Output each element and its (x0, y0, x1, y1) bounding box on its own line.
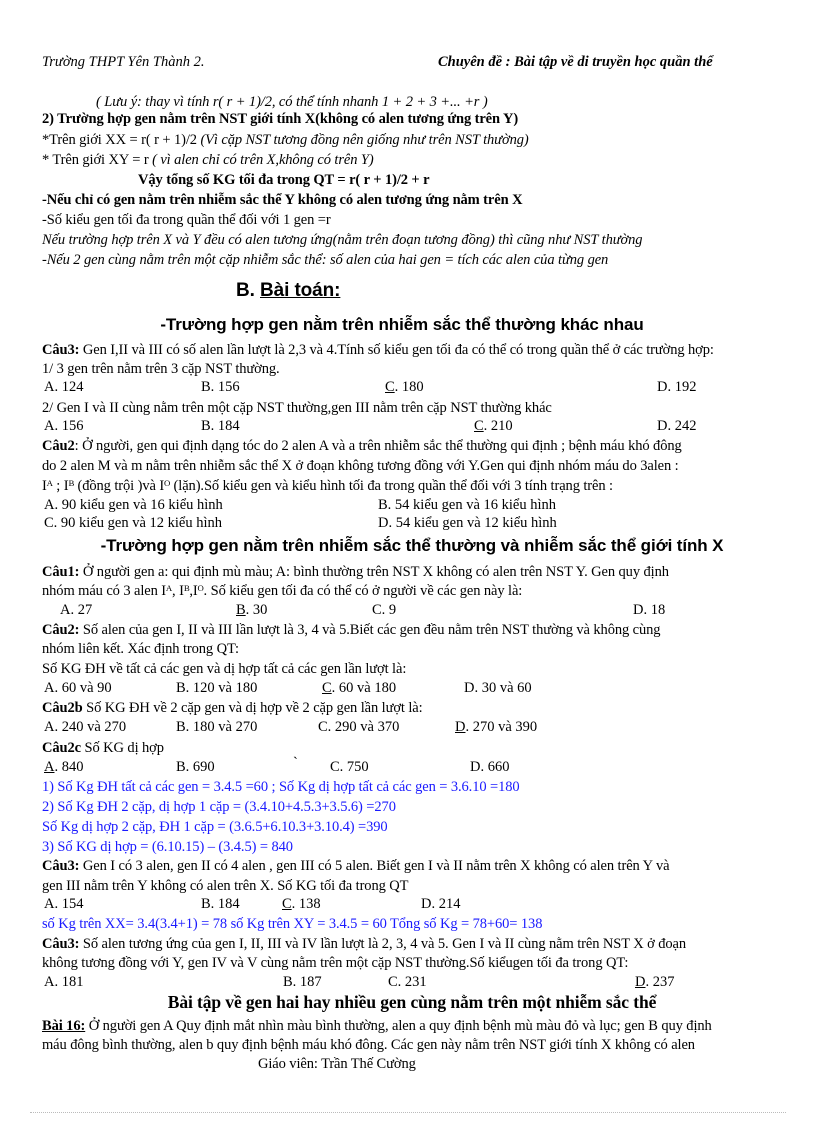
p1-q2-opt-b: B. 54 kiểu gen và 16 kiểu hình (378, 497, 557, 513)
p1-q2-line3: Iᴬ ; Iᴮ (đồng trội )và Iᴼ (lặn).Số kiểu gen và kiểu hình tối đa trong quần thể đối với 3 tính trạng trên : (42, 478, 613, 494)
p1-q3-opt2-c: C. 210 (474, 418, 513, 434)
p1-q2-label: Câu2 (42, 438, 75, 454)
p1-q3-opt2-a: A. 156 (44, 418, 84, 434)
p2-c2-opt-c: C. 60 và 180 (322, 680, 397, 696)
xy-note: ( vì alen chỉ có trên X,không có trên Y) (152, 152, 374, 168)
p2-c2c-opt-c: C. 750 (330, 759, 369, 775)
p2-c3b-label: Câu3: (42, 936, 80, 952)
p2-c3-solution: số Kg trên XX= 3.4(3.4+1) = 78 số Kg trên XY = 3.4.5 = 60 Tổng số Kg = 78+60= 138 (42, 916, 543, 932)
p1-q3-opt1-d: D. 192 (657, 379, 697, 395)
p2-c3-text: Gen I có 3 alen, gen II có 4 alen , gen III có 5 alen. Biết gen I và II nằm trên X không có alen trên Y và (79, 858, 670, 874)
p1-q2-opt-d: D. 54 kiểu gen và 12 kiểu hình (378, 515, 557, 531)
p3-b16-line1 (42, 1017, 782, 1035)
part1-title: -Trường hợp gen nằm trên nhiễm sắc thể thường khác nhau (160, 315, 644, 334)
header-school: Trường THPT Yên Thành 2. (42, 54, 205, 70)
p2-c2b-opt-d: D. 270 và 390 (455, 719, 538, 735)
p2-c3-label: Câu3: (42, 858, 80, 874)
p2-c1-label: Câu1: (42, 564, 80, 580)
p2-c2c-line (42, 739, 782, 757)
p1-q3-sub2: 2/ Gen I và II cùng nằm trên một cặp NST thường,gen III nằm trên cặp NST thường khác (42, 400, 552, 416)
x-and-y-line: Nếu trường hợp trên X và Y đều có alen tương ứng(nằm trên đoạn tương đồng) thì cũng như NST thường (42, 232, 643, 248)
p2-c2c-opt-a: A. 840 (44, 759, 84, 775)
header-topic: Chuyên đề : Bài tập về di truyền học quần thể (438, 54, 713, 70)
total-formula: Vậy tổng số KG tối đa trong QT = r( r + 1)/2 + r (138, 172, 430, 188)
p2-solution-1: 1) Số Kg ĐH tất cả các gen = 3.4.5 =60 ; Số Kg dị hợp tất cả các gen = 3.6.10 =180 (42, 779, 520, 795)
p2-c3b-opt-a: A. 181 (44, 974, 84, 990)
p2-c3-opt-c: C. 138 (282, 896, 321, 912)
p2-c3b-line1 (42, 935, 782, 953)
p2-c3b-opt-d: D. 237 (635, 974, 675, 990)
case2-title: 2) Trường hợp gen nằm trên NST giới tính X(không có alen tương ứng trên Y) (42, 111, 519, 127)
p3-b16-text: Ở người gen A Quy định mắt nhìn màu bình thường, alen a quy định bệnh mù màu đỏ và lục; gen B quy định (85, 1018, 712, 1034)
p2-solution-2: 2) Số Kg ĐH 2 cặp, dị hợp 1 cặp = (3.4.10+4.5.3+3.5.6) =270 (42, 799, 396, 815)
p1-q3-opt2-d: D. 242 (657, 418, 697, 434)
p2-c2c-label: Câu2c (42, 740, 81, 756)
p2-c3-line2: gen III nằm trên Y không có alen trên X. Số KG tối đa trong QT (42, 878, 409, 894)
p1-q3-opt1-c: C. 180 (385, 379, 424, 395)
p2-c3b-text: Số alen tương ứng của gen I, II, III và IV lần lượt là 2, 3, 4 và 5. Gen I và II cùng nằm trên NST X ở đoạn (79, 936, 687, 952)
p1-q3-opt2-b: B. 184 (201, 418, 240, 434)
section-b-heading (236, 282, 636, 300)
p2-c1-opt-a: A. 27 (60, 602, 93, 618)
p2-c2b-opt-c: C. 290 và 370 (318, 719, 400, 735)
p2-c3-opt-b: B. 184 (201, 896, 240, 912)
p2-c2-line3: Số KG ĐH về tất cả các gen và dị hợp tất cả các gen lần lượt là: (42, 661, 407, 677)
p2-c2-opt-b: B. 120 và 180 (176, 680, 258, 696)
p1-q2-opt-a: A. 90 kiểu gen và 16 kiểu hình (44, 497, 223, 513)
p1-q2-text: : Ở người, gen qui định dạng tóc do 2 alen A và a trên nhiễm sắc thể thường qui định ; bệnh máu khó đông (74, 438, 682, 454)
p3-b16-label: Bài 16: (42, 1018, 86, 1034)
p2-c3b-line2: không tương đồng với Y, gen IV và V cùng nằm trên một cặp NST thường.Số kiểugen tối đa trong QT: (42, 955, 629, 971)
xy-formula: * Trên giới XY = r (42, 152, 153, 168)
xx-line (42, 131, 782, 149)
p2-c1-opt-c: C. 9 (372, 602, 397, 618)
note-line: ( Lưu ý: thay vì tính r( r + 1)/2, có thể tính nhanh 1 + 2 + 3 +... +r ) (96, 94, 488, 110)
xy-line (42, 151, 782, 169)
p1-q3-text: Gen I,II và III có số alen lần lượt là 2,3 và 4.Tính số kiểu gen tối đa có thể có trong quần thể ở các trường hợp: (79, 342, 714, 358)
page-bottom-rule (30, 1112, 786, 1113)
p1-q3-opt1-b: B. 156 (201, 379, 240, 395)
p1-q3-line (42, 341, 782, 359)
p1-q2-line1 (42, 437, 782, 455)
p1-q2-line2: do 2 alen M và m nằm trên nhiễm sắc thể X ở đoạn không tương đồng với Y.Gen qui định nhóm máu do 3alen : (42, 458, 679, 474)
p2-c2c-stray-mark: ` (293, 755, 298, 771)
p2-c2-text: Số alen của gen I, II và III lần lượt là 3, 4 và 5.Biết các gen đều nằm trên NST thường và không cùng (79, 622, 661, 638)
p2-c2-line2: nhóm liên kết. Xác định trong QT: (42, 641, 239, 657)
p2-c1-opt-d: D. 18 (633, 602, 666, 618)
p2-c2-line1 (42, 621, 782, 639)
section-b-title: Bài toán: (260, 280, 341, 301)
p2-c1-opt-b: B. 30 (236, 602, 268, 618)
p3-b16-line2: máu đông bình thường, alen b quy định bệnh máu khó đông. Các gen này nằm trên NST giới tính X không có alen (42, 1037, 695, 1053)
p2-c2b-opt-a: A. 240 và 270 (44, 719, 127, 735)
p2-c2-opt-d: D. 30 và 60 (464, 680, 532, 696)
p1-q3-sub1: 1/ 3 gen trên nằm trên 3 cặp NST thường. (42, 361, 280, 377)
p2-c3b-opt-b: B. 187 (283, 974, 322, 990)
part3-title: Bài tập về gen hai hay nhiều gen cùng nằm trên một nhiễm sắc thể (167, 992, 657, 1012)
p2-c3-opt-d: D. 214 (421, 896, 461, 912)
p2-c2b-opt-b: B. 180 và 270 (176, 719, 258, 735)
p2-c2b-label: Câu2b (42, 700, 83, 716)
p2-c2c-text: Số KG dị hợp (80, 740, 164, 756)
two-gene-line: -Nếu 2 gen cùng nằm trên một cặp nhiễm sắc thể: số alen của hai gen = tích các alen của từng gen (42, 252, 609, 268)
p1-q3-opt1-a: A. 124 (44, 379, 84, 395)
xx-note: (Vì cặp NST tương đồng nên giống như trên NST thường) (200, 132, 529, 148)
p2-c2b-text: Số KG ĐH về 2 cặp gen và dị hợp về 2 cặp gen lần lượt là: (82, 700, 423, 716)
p2-c2b-line (42, 699, 782, 717)
p2-c3-line1 (42, 857, 782, 875)
xx-formula: *Trên giới XX = r( r + 1)/2 (42, 132, 201, 148)
footer-teacher: Giáo viên: Trần Thế Cường (258, 1056, 416, 1072)
p2-c2c-opt-b: B. 690 (176, 759, 215, 775)
p2-c2-opt-a: A. 60 và 90 (44, 680, 112, 696)
p1-q3-label: Câu3: (42, 342, 80, 358)
p2-c3-opt-a: A. 154 (44, 896, 84, 912)
p2-c1-text: Ở người gen a: qui định mù màu; A: bình thường trên NST X không có alen trên NST Y. Gen quy định (79, 564, 669, 580)
p2-c3b-opt-c: C. 231 (388, 974, 427, 990)
max-one-gene: -Số kiểu gen tối đa trong quần thể đối với 1 gen =r (42, 212, 331, 228)
part2-title: -Trường hợp gen nằm trên nhiễm sắc thể thường và nhiễm sắc thể giới tính X (100, 536, 724, 555)
p2-c2-label: Câu2: (42, 622, 80, 638)
p1-q2-opt-c: C. 90 kiểu gen và 12 kiểu hình (44, 515, 223, 531)
p2-solution-3: Số Kg dị hợp 2 cặp, ĐH 1 cặp = (3.6.5+6.10.3+3.10.4) =390 (42, 819, 388, 835)
only-y-line: -Nếu chỉ có gen nằm trên nhiễm sắc thể Y không có alen tương ứng nằm trên X (42, 192, 523, 208)
p2-solution-4: 3) Số KG dị hợp = (6.10.15) – (3.4.5) = 840 (42, 839, 293, 855)
section-b-letter: B. (236, 280, 255, 301)
p2-c1-line2: nhóm máu có 3 alen Iᴬ, Iᴮ,Iᴼ. Số kiểu gen tối đa có thể có ở người về các gen này là: (42, 583, 523, 599)
p2-c2c-opt-d: D. 660 (470, 759, 510, 775)
p2-c1-line1 (42, 563, 782, 581)
